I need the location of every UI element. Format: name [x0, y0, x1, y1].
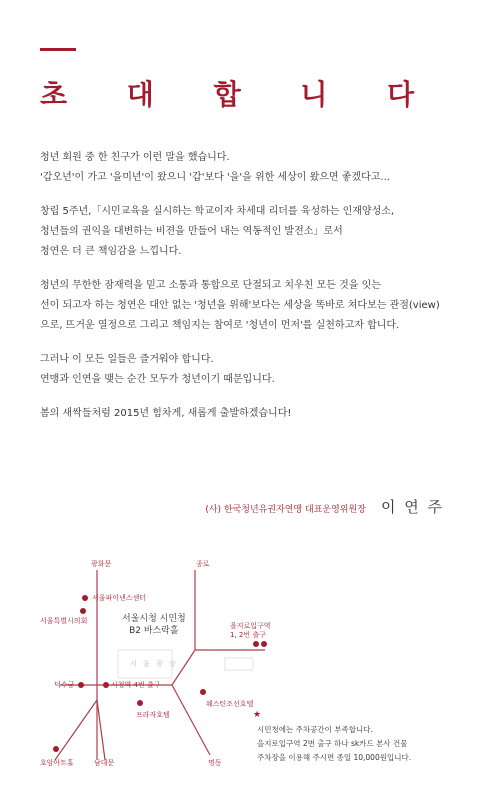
label-plaza: 서 울 광 장 — [130, 660, 178, 668]
marker-city-council — [80, 608, 86, 614]
marker-deoksugung — [78, 682, 84, 688]
road-diagonal-se — [172, 685, 210, 755]
paragraph-5 — [40, 404, 450, 424]
text-line: 청년 회원 중 한 친구가 이런 말을 했습니다. — [40, 152, 230, 163]
title-accent-bar — [40, 48, 76, 51]
text-line: 선이 되고자 하는 청연은 대안 없는 '청년을 위해'보다는 세상을 똑바로 쳐다보는 관점(view) — [40, 300, 440, 311]
note-line: 을지로입구역 2번 출구 하나 sk카드 본사 건물 — [257, 739, 408, 748]
paragraph-3 — [40, 276, 450, 336]
marker-euljiro-exit-1 — [253, 641, 259, 647]
label-westin: 웨스틴조선호텔 — [206, 700, 254, 708]
text-line: 창립 5주년,「시민교육을 실시하는 학교이자 차세대 리더를 육성하는 인재양성소, — [40, 206, 395, 217]
paragraph-1 — [40, 148, 450, 188]
label-plaza-hotel: 프라자호텔 — [136, 711, 170, 719]
paragraph-2 — [40, 202, 450, 262]
text-line: 청년의 무한한 잠재력을 믿고 소통과 통합으로 단절되고 치우친 모든 것을 잇는 — [40, 280, 381, 291]
text-line: 으로, 뜨거운 열정으로 그리고 책임지는 참여로 '청년이 먼저'를 실천하고자 합니다. — [40, 320, 400, 331]
label-jonggak: 종로 — [196, 560, 210, 568]
building-outline — [225, 658, 253, 670]
city-hall-label — [122, 613, 186, 637]
text-line: 그러나 이 모든 일들은 즐거워야 합니다. — [40, 354, 214, 365]
paragraph-4 — [40, 350, 450, 390]
road-diagonal-sw — [55, 700, 97, 760]
label-bus-hall: B2 바스락홀 — [129, 626, 179, 636]
road-to-namdaemun — [97, 700, 105, 760]
marker-cityhall-exit4 — [103, 682, 109, 688]
label-euljiro-exit-num: 1, 2번 출구 — [230, 631, 266, 639]
label-city-hall: 서울시청 시민청 — [122, 614, 186, 624]
text-line: '갑오년'이 가고 '을미년'이 왔으니 '갑'보다 '을'을 위한 세상이 왔으면 좋겠다고... — [40, 172, 390, 183]
label-euljiro-exit: 을지로입구역 — [230, 622, 271, 630]
parking-note — [257, 723, 411, 765]
signature-name: 이 연 주 — [380, 498, 444, 516]
marker-hoam-art-hall — [53, 746, 59, 752]
marker-westin — [200, 689, 206, 695]
label-gwanghwamun: 광화문 — [91, 560, 112, 568]
marker-euljiro-exit-2 — [261, 641, 267, 647]
note-line: 주차장을 이용해 주시면 종일 10,000원입니다. — [257, 753, 412, 762]
text-line: 청년들의 권익을 대변하는 비젼을 만들어 내는 역동적인 발전소」로서 — [40, 226, 343, 237]
star-icon: ★ — [253, 710, 262, 720]
text-line: 연맹과 인연을 맺는 순간 모두가 청년이기 때문입니다. — [40, 374, 275, 385]
label-finance-center: 서울파이낸스센터 — [92, 594, 147, 602]
signature — [205, 496, 444, 517]
location-map — [0, 550, 480, 807]
signature-org: (사) 한국청년유권자연맹 대표운영위원장 — [205, 505, 366, 515]
text-line: 봄의 새싹들처럼 2015년 힘차게, 새롭게 출발하겠습니다! — [40, 408, 292, 419]
page-title: 초 대 합 니 다 — [40, 78, 440, 111]
label-hoam-art-hall: 호암아트홀 — [40, 759, 74, 767]
invitation-letter — [40, 148, 450, 438]
label-cityhall-exit4: 시청역 4번 출구 — [111, 681, 161, 689]
label-namdaemun: 남대문 — [94, 759, 115, 767]
text-line: 청연은 더 큰 책임감을 느낍니다. — [40, 246, 182, 257]
map-roads — [0, 550, 480, 807]
marker-finance-center — [82, 595, 88, 601]
marker-plaza-hotel — [137, 700, 143, 706]
note-line: 시민청에는 주차공간이 부족합니다. — [257, 725, 373, 734]
label-deoksugung: 덕수궁 — [54, 681, 75, 689]
label-city-council: 서울특별시의회 — [40, 617, 88, 625]
label-myeongdong: 명동 — [208, 759, 222, 767]
